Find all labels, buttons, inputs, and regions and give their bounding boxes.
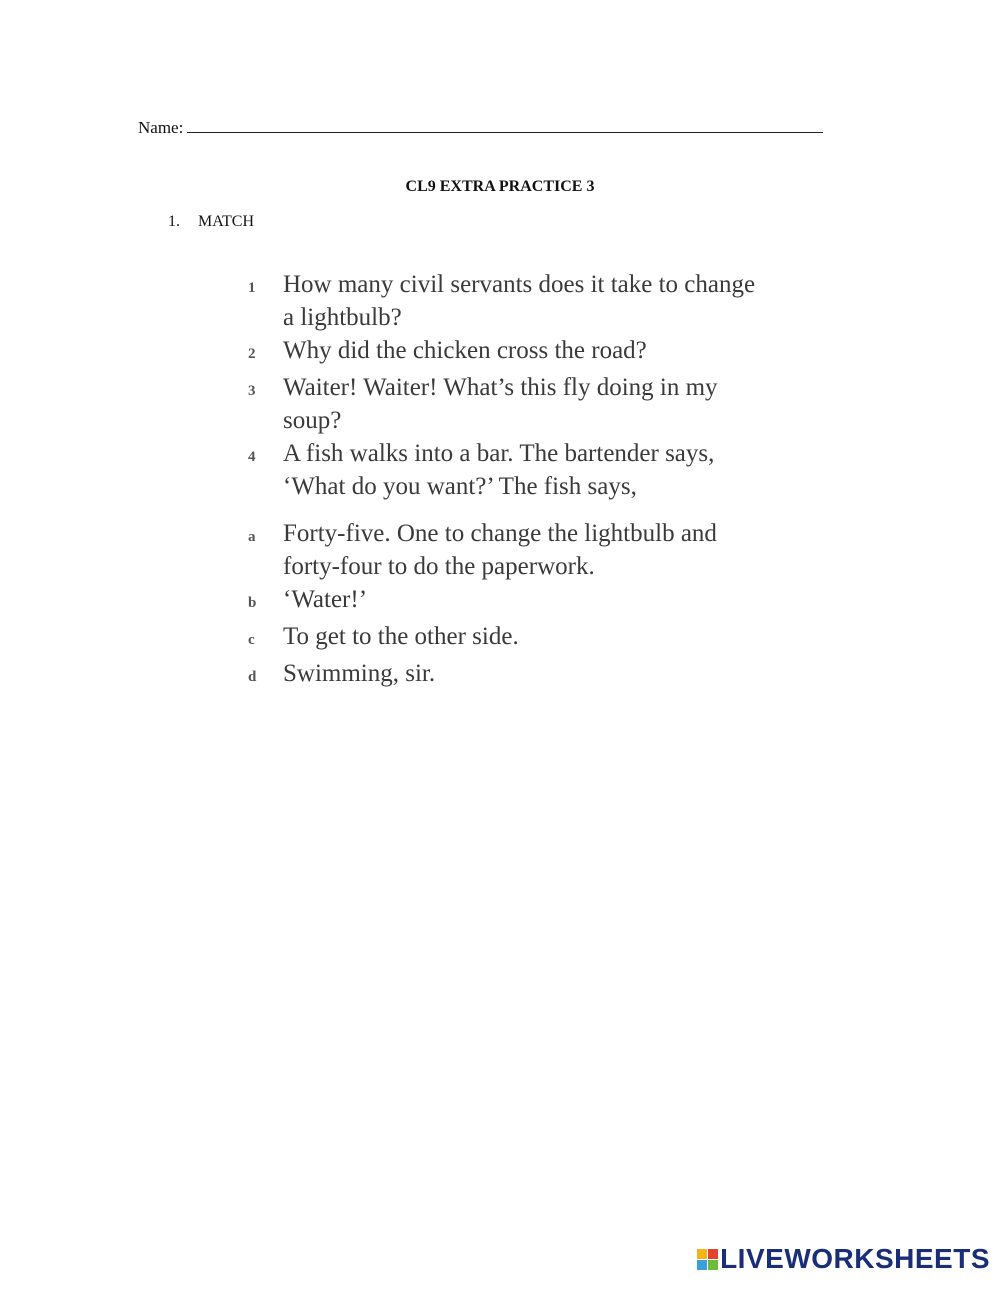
answer-text: ‘Water!’ [283,586,368,613]
question-text: A fish walks into a bar. The bartender says, ‘What do you want?’ The fish says, [283,440,715,500]
section-gap [248,503,768,517]
logo-text: LIVEWORKSHEETS [720,1243,990,1274]
worksheet-title: CL9 EXTRA PRACTICE 3 [405,178,595,195]
name-label: Name: [138,118,184,137]
question-item [248,334,768,371]
question-marker: 2 [248,346,256,362]
answer-marker: b [248,595,257,611]
question-text: Why did the chicken cross the road? [283,337,647,364]
logo-block [708,1249,718,1259]
exercise-label: MATCH [198,213,255,230]
answer-marker: a [248,529,256,545]
question-marker: 3 [248,383,256,399]
liveworksheets-logo [697,1243,990,1275]
answer-text: To get to the other side. [283,623,519,650]
question-marker: 4 [248,449,256,465]
answer-text: Swimming, sir. [283,660,436,687]
name-blank-line [187,115,823,133]
logo-blocks-icon [697,1249,718,1270]
exercise-heading [168,213,254,231]
logo-block [697,1249,707,1259]
question-item [248,371,768,437]
answer-item [248,583,768,620]
question-item [248,437,768,503]
answer-item [248,657,768,694]
question-marker: 1 [248,280,256,296]
logo-block [708,1260,718,1270]
answer-marker: c [248,632,255,648]
answer-marker: d [248,669,257,685]
exercise-number: 1. [168,213,180,230]
matching-exercise-image [248,268,768,694]
answer-item [248,517,768,583]
name-field-line [138,115,823,138]
question-text: Waiter! Waiter! What’s this fly doing in my soup? [283,374,718,434]
answer-item [248,620,768,657]
question-text: How many civil servants does it take to change a lightbulb? [283,271,756,331]
question-item [248,268,768,334]
answer-text: Forty-five. One to change the lightbulb and forty-four to do the paperwork. [283,520,717,580]
logo-block [697,1260,707,1270]
